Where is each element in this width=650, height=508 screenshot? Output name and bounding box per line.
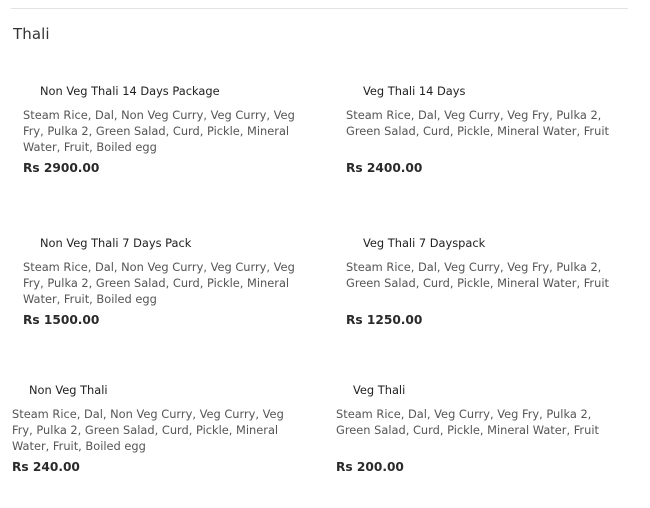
menu-item-price: Rs 2400.00 (346, 161, 423, 175)
menu-item-card[interactable] (23, 236, 323, 336)
menu-item-card[interactable] (12, 383, 312, 483)
menu-item-price: Rs 1250.00 (346, 313, 423, 327)
menu-item-description: Steam Rice, Dal, Non Veg Curry, Veg Curry, Veg Fry, Pulka 2, Green Salad, Curd, Pickle, Mineral Water, Fruit, Boiled egg (12, 407, 284, 453)
menu-item-name: Veg Thali 7 Dayspack (363, 236, 486, 250)
section-title: Thali (13, 25, 50, 43)
menu-item-description: Steam Rice, Dal, Veg Curry, Veg Fry, Pulka 2, Green Salad, Curd, Pickle, Mineral Water, Fruit (346, 260, 609, 290)
menu-item-price: Rs 240.00 (12, 460, 80, 474)
menu-item-description: Steam Rice, Dal, Veg Curry, Veg Fry, Pulka 2, Green Salad, Curd, Pickle, Mineral Water, Fruit (336, 407, 599, 437)
menu-item-name: Non Veg Thali (29, 383, 108, 397)
menu-item-name: Veg Thali (353, 383, 406, 397)
menu-item-description: Steam Rice, Dal, Non Veg Curry, Veg Curry, Veg Fry, Pulka 2, Green Salad, Curd, Pickle, Mineral Water, Fruit, Boiled egg (23, 108, 295, 154)
menu-item-card[interactable] (346, 84, 646, 184)
menu-item-price: Rs 2900.00 (23, 161, 100, 175)
menu-item-description: Steam Rice, Dal, Non Veg Curry, Veg Curry, Veg Fry, Pulka 2, Green Salad, Curd, Pickle, Mineral Water, Fruit, Boiled egg (23, 260, 295, 306)
menu-item-card[interactable] (23, 84, 323, 184)
top-divider (11, 8, 628, 9)
menu-item-name: Veg Thali 14 Days (363, 84, 466, 98)
menu-item-name: Non Veg Thali 14 Days Package (40, 84, 220, 98)
menu-item-name: Non Veg Thali 7 Days Pack (40, 236, 192, 250)
menu-item-card[interactable] (336, 383, 636, 483)
menu-item-description: Steam Rice, Dal, Veg Curry, Veg Fry, Pulka 2, Green Salad, Curd, Pickle, Mineral Water, Fruit (346, 108, 609, 138)
menu-item-card[interactable] (346, 236, 646, 336)
menu-item-price: Rs 1500.00 (23, 313, 100, 327)
menu-item-price: Rs 200.00 (336, 460, 404, 474)
